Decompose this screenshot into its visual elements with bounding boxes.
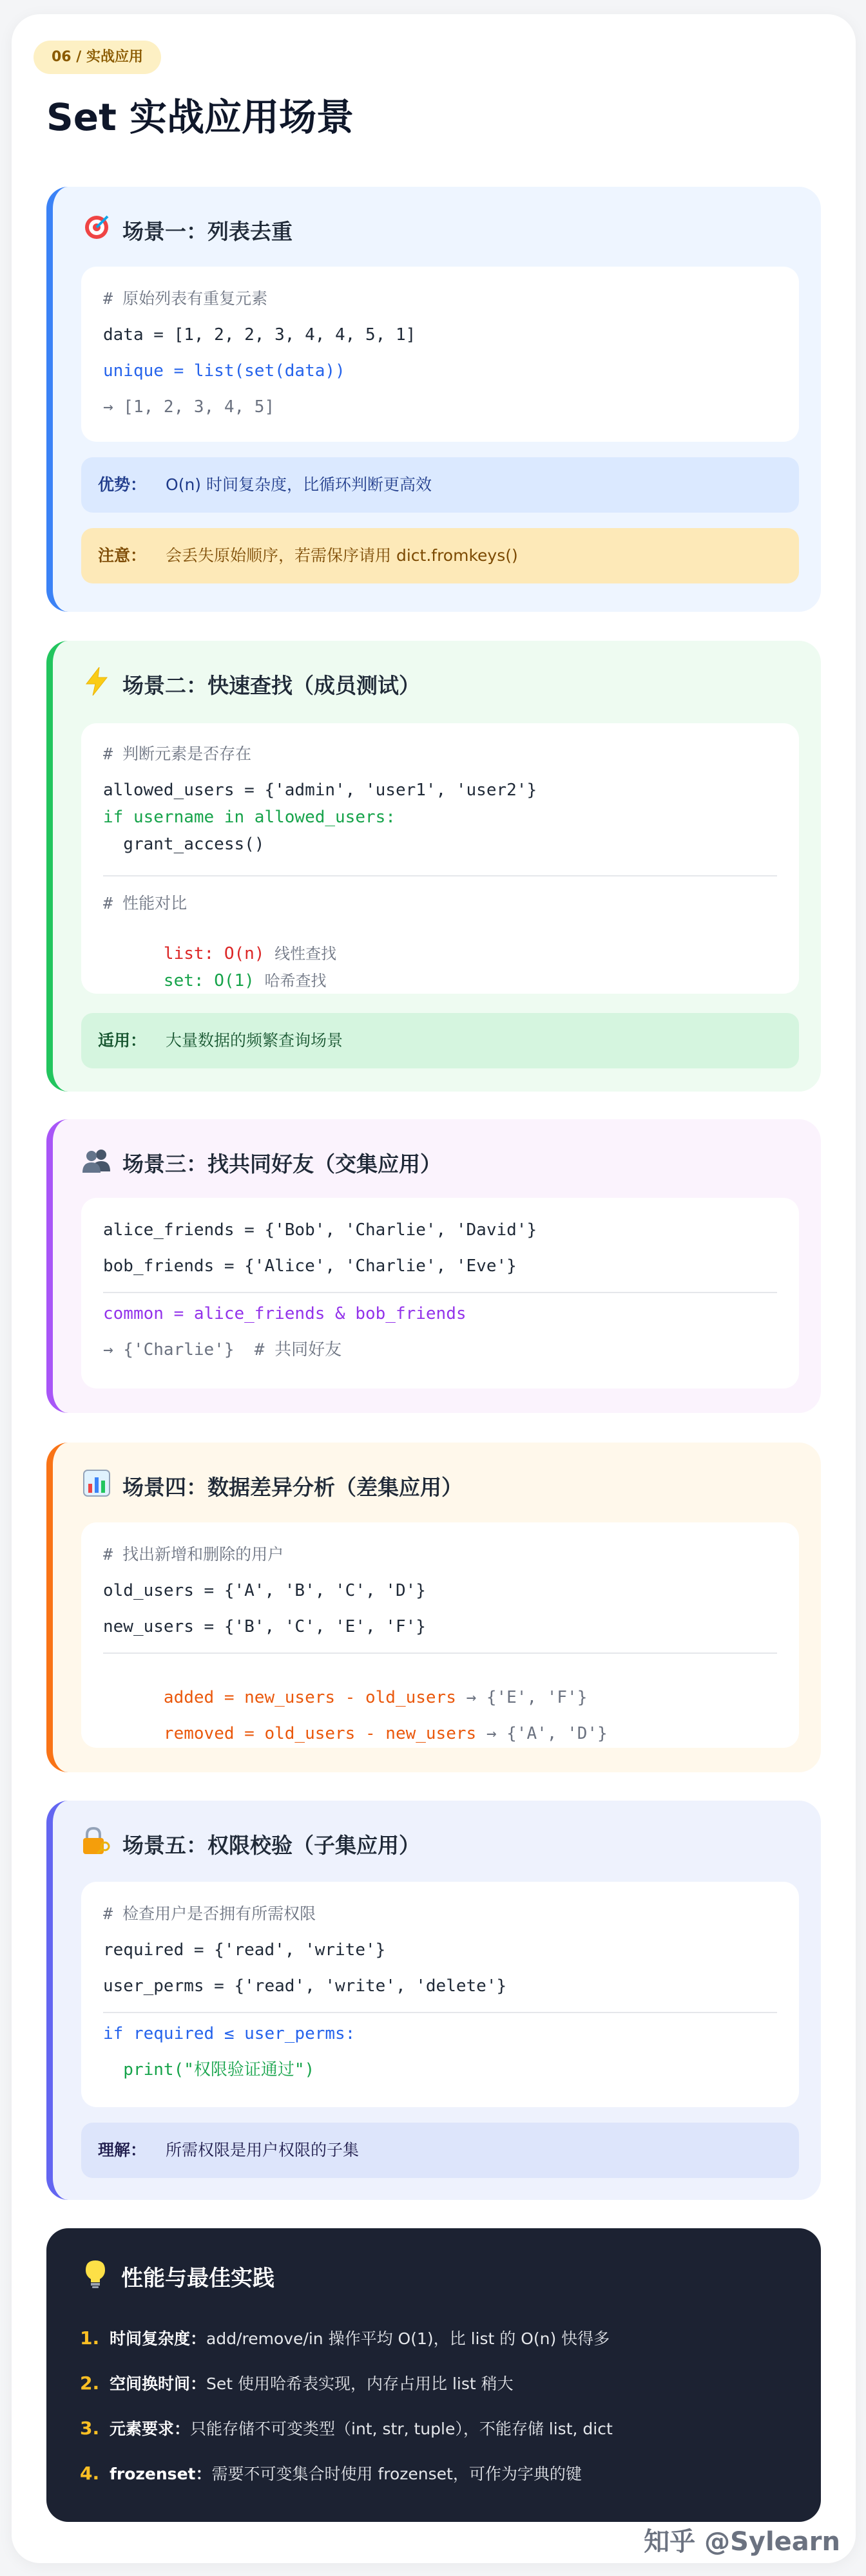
understand-note bbox=[81, 2123, 799, 2178]
tip-item bbox=[80, 2325, 610, 2351]
scene5-title: 场景五：权限校验（子集应用） bbox=[122, 1833, 420, 1858]
scene4-card bbox=[46, 1443, 821, 1772]
scene1-card bbox=[46, 187, 821, 612]
caution-label: 注意： bbox=[98, 546, 147, 565]
lightning-icon bbox=[81, 667, 112, 705]
code-line bbox=[103, 1699, 608, 1768]
target-icon bbox=[81, 214, 112, 251]
tip-number: 1. bbox=[80, 2327, 100, 2349]
caution-note bbox=[81, 528, 799, 583]
code-divider bbox=[103, 1653, 777, 1654]
tip-item bbox=[80, 2370, 514, 2396]
code-line: required = {'read', 'write'} bbox=[103, 1940, 386, 1960]
tip-item bbox=[80, 2415, 613, 2441]
code-line: bob_friends = {'Alice', 'Charlie', 'Eve'} bbox=[103, 1256, 517, 1276]
code-line: alice_friends = {'Bob', 'Charlie', 'David'} bbox=[103, 1220, 537, 1240]
tip-key: 元素要求： bbox=[110, 2420, 191, 2438]
code-line bbox=[103, 946, 326, 1016]
removed-code: removed = old_users - new_users bbox=[163, 1724, 477, 1743]
code-comment: # 性能对比 bbox=[103, 894, 188, 913]
understand-label: 理解： bbox=[98, 2141, 147, 2159]
code-line: grant_access() bbox=[103, 835, 265, 854]
code-line: new_users = {'B', 'C', 'E', 'F'} bbox=[103, 1617, 426, 1636]
tip-number: 3. bbox=[80, 2417, 100, 2439]
scene2-title: 场景二：快速查找（成员测试） bbox=[122, 673, 420, 698]
tip-text: 只能存储不可变类型（int, str, tuple），不能存储 list, dict bbox=[190, 2420, 613, 2438]
page-title: Set 实战应用场景 bbox=[46, 95, 354, 139]
tip-key: 空间换时间： bbox=[110, 2374, 207, 2393]
set-desc: 哈希查找 bbox=[264, 972, 327, 990]
code-line: unique = list(set(data)) bbox=[103, 361, 345, 381]
scene1-title: 场景一：列表去重 bbox=[122, 219, 293, 244]
code-divider bbox=[103, 2012, 777, 2013]
tip-number: 2. bbox=[80, 2372, 100, 2394]
scene3-code-block bbox=[81, 1198, 799, 1388]
scene2-code-block bbox=[81, 723, 799, 994]
code-comment: # 找出新增和删除的用户 bbox=[103, 1545, 284, 1564]
code-line: if username in allowed_users: bbox=[103, 808, 396, 827]
list-desc: 线性查找 bbox=[274, 945, 337, 963]
scene5-card bbox=[46, 1801, 821, 2200]
tip-number: 4. bbox=[80, 2462, 100, 2484]
scene3-title: 场景三：找共同好友（交集应用） bbox=[122, 1151, 441, 1177]
usage-note bbox=[81, 1013, 799, 1068]
lock-key-icon bbox=[81, 1827, 112, 1865]
code-result: → {'Charlie'} # 共同好友 bbox=[103, 1340, 342, 1359]
code-comment: # 原始列表有重复元素 bbox=[103, 289, 268, 308]
tip-item bbox=[80, 2460, 582, 2486]
bar-chart-icon bbox=[81, 1470, 112, 1506]
scene4-title: 场景四：数据差异分析（差集应用） bbox=[122, 1475, 463, 1500]
scene4-code-block bbox=[81, 1522, 799, 1748]
removed-result: → {'A', 'D'} bbox=[476, 1724, 608, 1743]
usage-text: 大量数据的频繁查询场景 bbox=[166, 1031, 343, 1050]
added-result: → {'E', 'F'} bbox=[456, 1688, 588, 1707]
set-complexity: set: O(1) bbox=[163, 971, 255, 990]
lightbulb-icon bbox=[80, 2259, 111, 2298]
code-line: common = alice_friends & bob_friends bbox=[103, 1304, 467, 1323]
code-line: allowed_users = {'admin', 'user1', 'user2'} bbox=[103, 781, 537, 800]
tip-text: Set 使用哈希表实现，内存占用比 list 稍大 bbox=[206, 2374, 514, 2393]
code-line: data = [1, 2, 2, 3, 4, 4, 5, 1] bbox=[103, 325, 416, 345]
caution-text: 会丢失原始顺序，若需保序请用 dict.fromkeys() bbox=[166, 546, 518, 565]
code-line: old_users = {'A', 'B', 'C', 'D'} bbox=[103, 1581, 426, 1600]
advantage-text: O(n) 时间复杂度，比循环判断更高效 bbox=[166, 475, 432, 494]
list-complexity: list: O(n) bbox=[163, 944, 265, 963]
code-line: if required ≤ user_perms: bbox=[103, 2024, 356, 2043]
code-divider bbox=[103, 875, 777, 876]
code-comment: # 判断元素是否存在 bbox=[103, 744, 252, 763]
scene5-code-block bbox=[81, 1882, 799, 2107]
tip-key: frozenset： bbox=[110, 2465, 212, 2483]
advantage-label: 优势： bbox=[98, 475, 147, 494]
usage-label: 适用： bbox=[98, 1031, 147, 1050]
advantage-note bbox=[81, 457, 799, 513]
tip-text: 需要不可变集合时使用 frozenset，可作为字典的键 bbox=[211, 2465, 582, 2483]
code-divider bbox=[103, 1292, 777, 1293]
scene1-code-block bbox=[81, 267, 799, 442]
understand-text: 所需权限是用户权限的子集 bbox=[166, 2141, 360, 2159]
code-line: user_perms = {'read', 'write', 'delete'} bbox=[103, 1976, 507, 1996]
summary-card bbox=[46, 2228, 821, 2522]
code-result: → [1, 2, 3, 4, 5] bbox=[103, 397, 275, 417]
scene3-card bbox=[46, 1119, 821, 1413]
watermark: 知乎 @Sylearn bbox=[644, 2527, 840, 2557]
users-icon bbox=[81, 1146, 112, 1182]
chapter-badge: 06 / 实战应用 bbox=[34, 41, 161, 74]
scene2-card bbox=[46, 641, 821, 1092]
tip-key: 时间复杂度： bbox=[110, 2329, 207, 2348]
code-line: print("权限验证通过") bbox=[103, 2060, 315, 2079]
added-code: added = new_users - old_users bbox=[163, 1688, 456, 1707]
tip-text: add/remove/in 操作平均 O(1)，比 list 的 O(n) 快得多 bbox=[206, 2329, 610, 2348]
summary-title: 性能与最佳实践 bbox=[121, 2266, 274, 2291]
code-comment: # 检查用户是否拥有所需权限 bbox=[103, 1904, 316, 1923]
